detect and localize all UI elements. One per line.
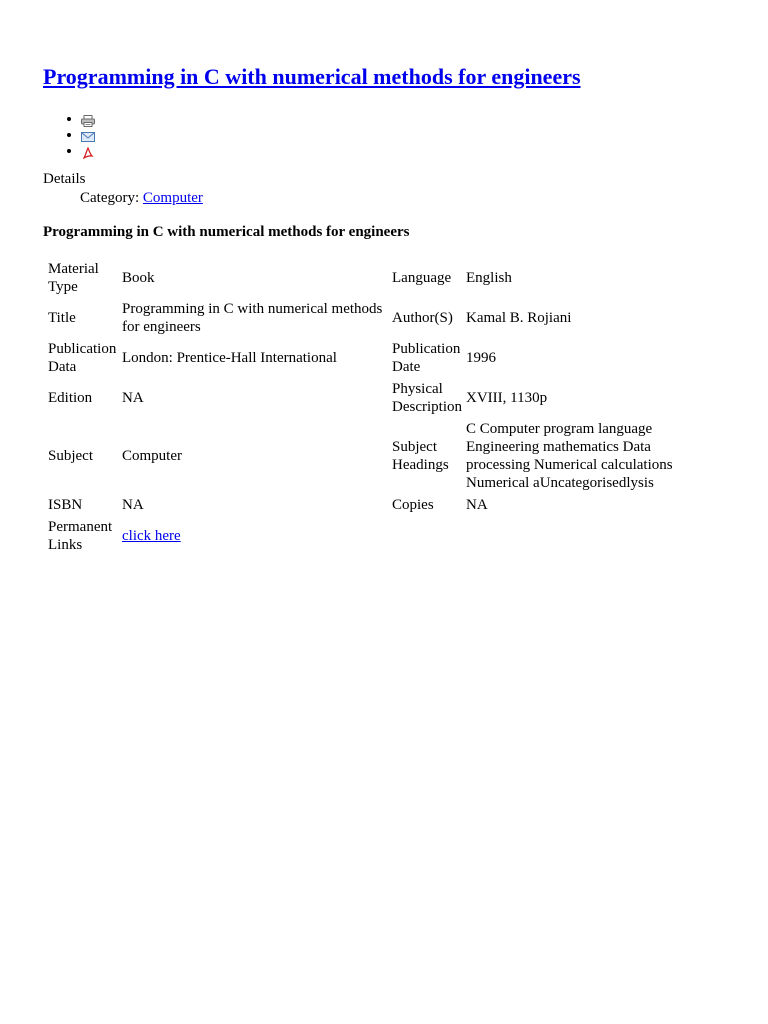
permanent-link[interactable]: click here [122, 528, 181, 544]
physical-description-value: XVIII, 1130p [466, 390, 548, 406]
pdf-button[interactable] [81, 143, 95, 159]
table-row [47, 339, 682, 377]
publication-date-label: Publication Date [392, 341, 461, 375]
list-item [81, 142, 725, 158]
subject-label: Subject [48, 448, 93, 464]
publication-data-label: Publication Data [48, 341, 117, 375]
copies-label: Copies [392, 497, 434, 513]
print-icon [81, 115, 95, 127]
edition-label: Edition [48, 390, 93, 406]
article-tools-list [43, 110, 725, 158]
table-row [47, 299, 682, 337]
empty-cell [391, 517, 463, 555]
list-item [81, 110, 725, 126]
publication-data-value: London: Prentice-Hall International [122, 350, 337, 366]
email-button[interactable] [81, 127, 95, 143]
material-type-value: Book [122, 270, 155, 286]
article-title-link[interactable]: Programming in C with numerical methods for engineers [43, 64, 581, 89]
language-label: Language [392, 270, 452, 286]
category-row [80, 189, 725, 207]
table-row [47, 259, 682, 297]
table-row [47, 379, 682, 417]
category-link[interactable]: Computer [142, 190, 203, 206]
list-item [81, 126, 725, 142]
subject-headings-value: C Computer program language Engineering mathematics Data processing Numerical calculations Numerical aUncategorisedlysis [466, 421, 673, 491]
pdf-icon [81, 147, 95, 159]
print-button[interactable] [81, 111, 95, 127]
details-label: Details [43, 171, 86, 187]
copies-value: NA [466, 497, 488, 513]
physical-description-label: Physical Description [392, 381, 462, 415]
isbn-value: NA [122, 497, 144, 513]
material-type-label: Material Type [48, 261, 99, 295]
table-row [47, 495, 682, 515]
language-value: English [466, 270, 512, 286]
edition-value: NA [122, 390, 144, 406]
isbn-label: ISBN [48, 497, 83, 513]
title-value: Programming in C with numerical methods for engineers [122, 301, 383, 335]
subject-headings-label: Subject Headings [392, 439, 449, 473]
email-icon [81, 131, 95, 143]
book-info-table [45, 257, 684, 557]
table-row [47, 517, 682, 555]
page-title [43, 62, 725, 92]
category-label: Category: [80, 190, 143, 206]
publication-date-value: 1996 [466, 350, 496, 366]
book-heading: Programming in C with numerical methods for engineers [43, 224, 410, 240]
title-label: Title [48, 310, 76, 326]
permanent-links-cell [121, 517, 389, 555]
author-value: Kamal B. Rojiani [466, 310, 572, 326]
permanent-links-label: Permanent Links [48, 519, 113, 553]
table-row [47, 419, 682, 493]
author-label: Author(S) [392, 310, 453, 326]
empty-cell [465, 517, 682, 555]
article-details [43, 170, 725, 207]
subject-value: Computer [122, 448, 182, 464]
